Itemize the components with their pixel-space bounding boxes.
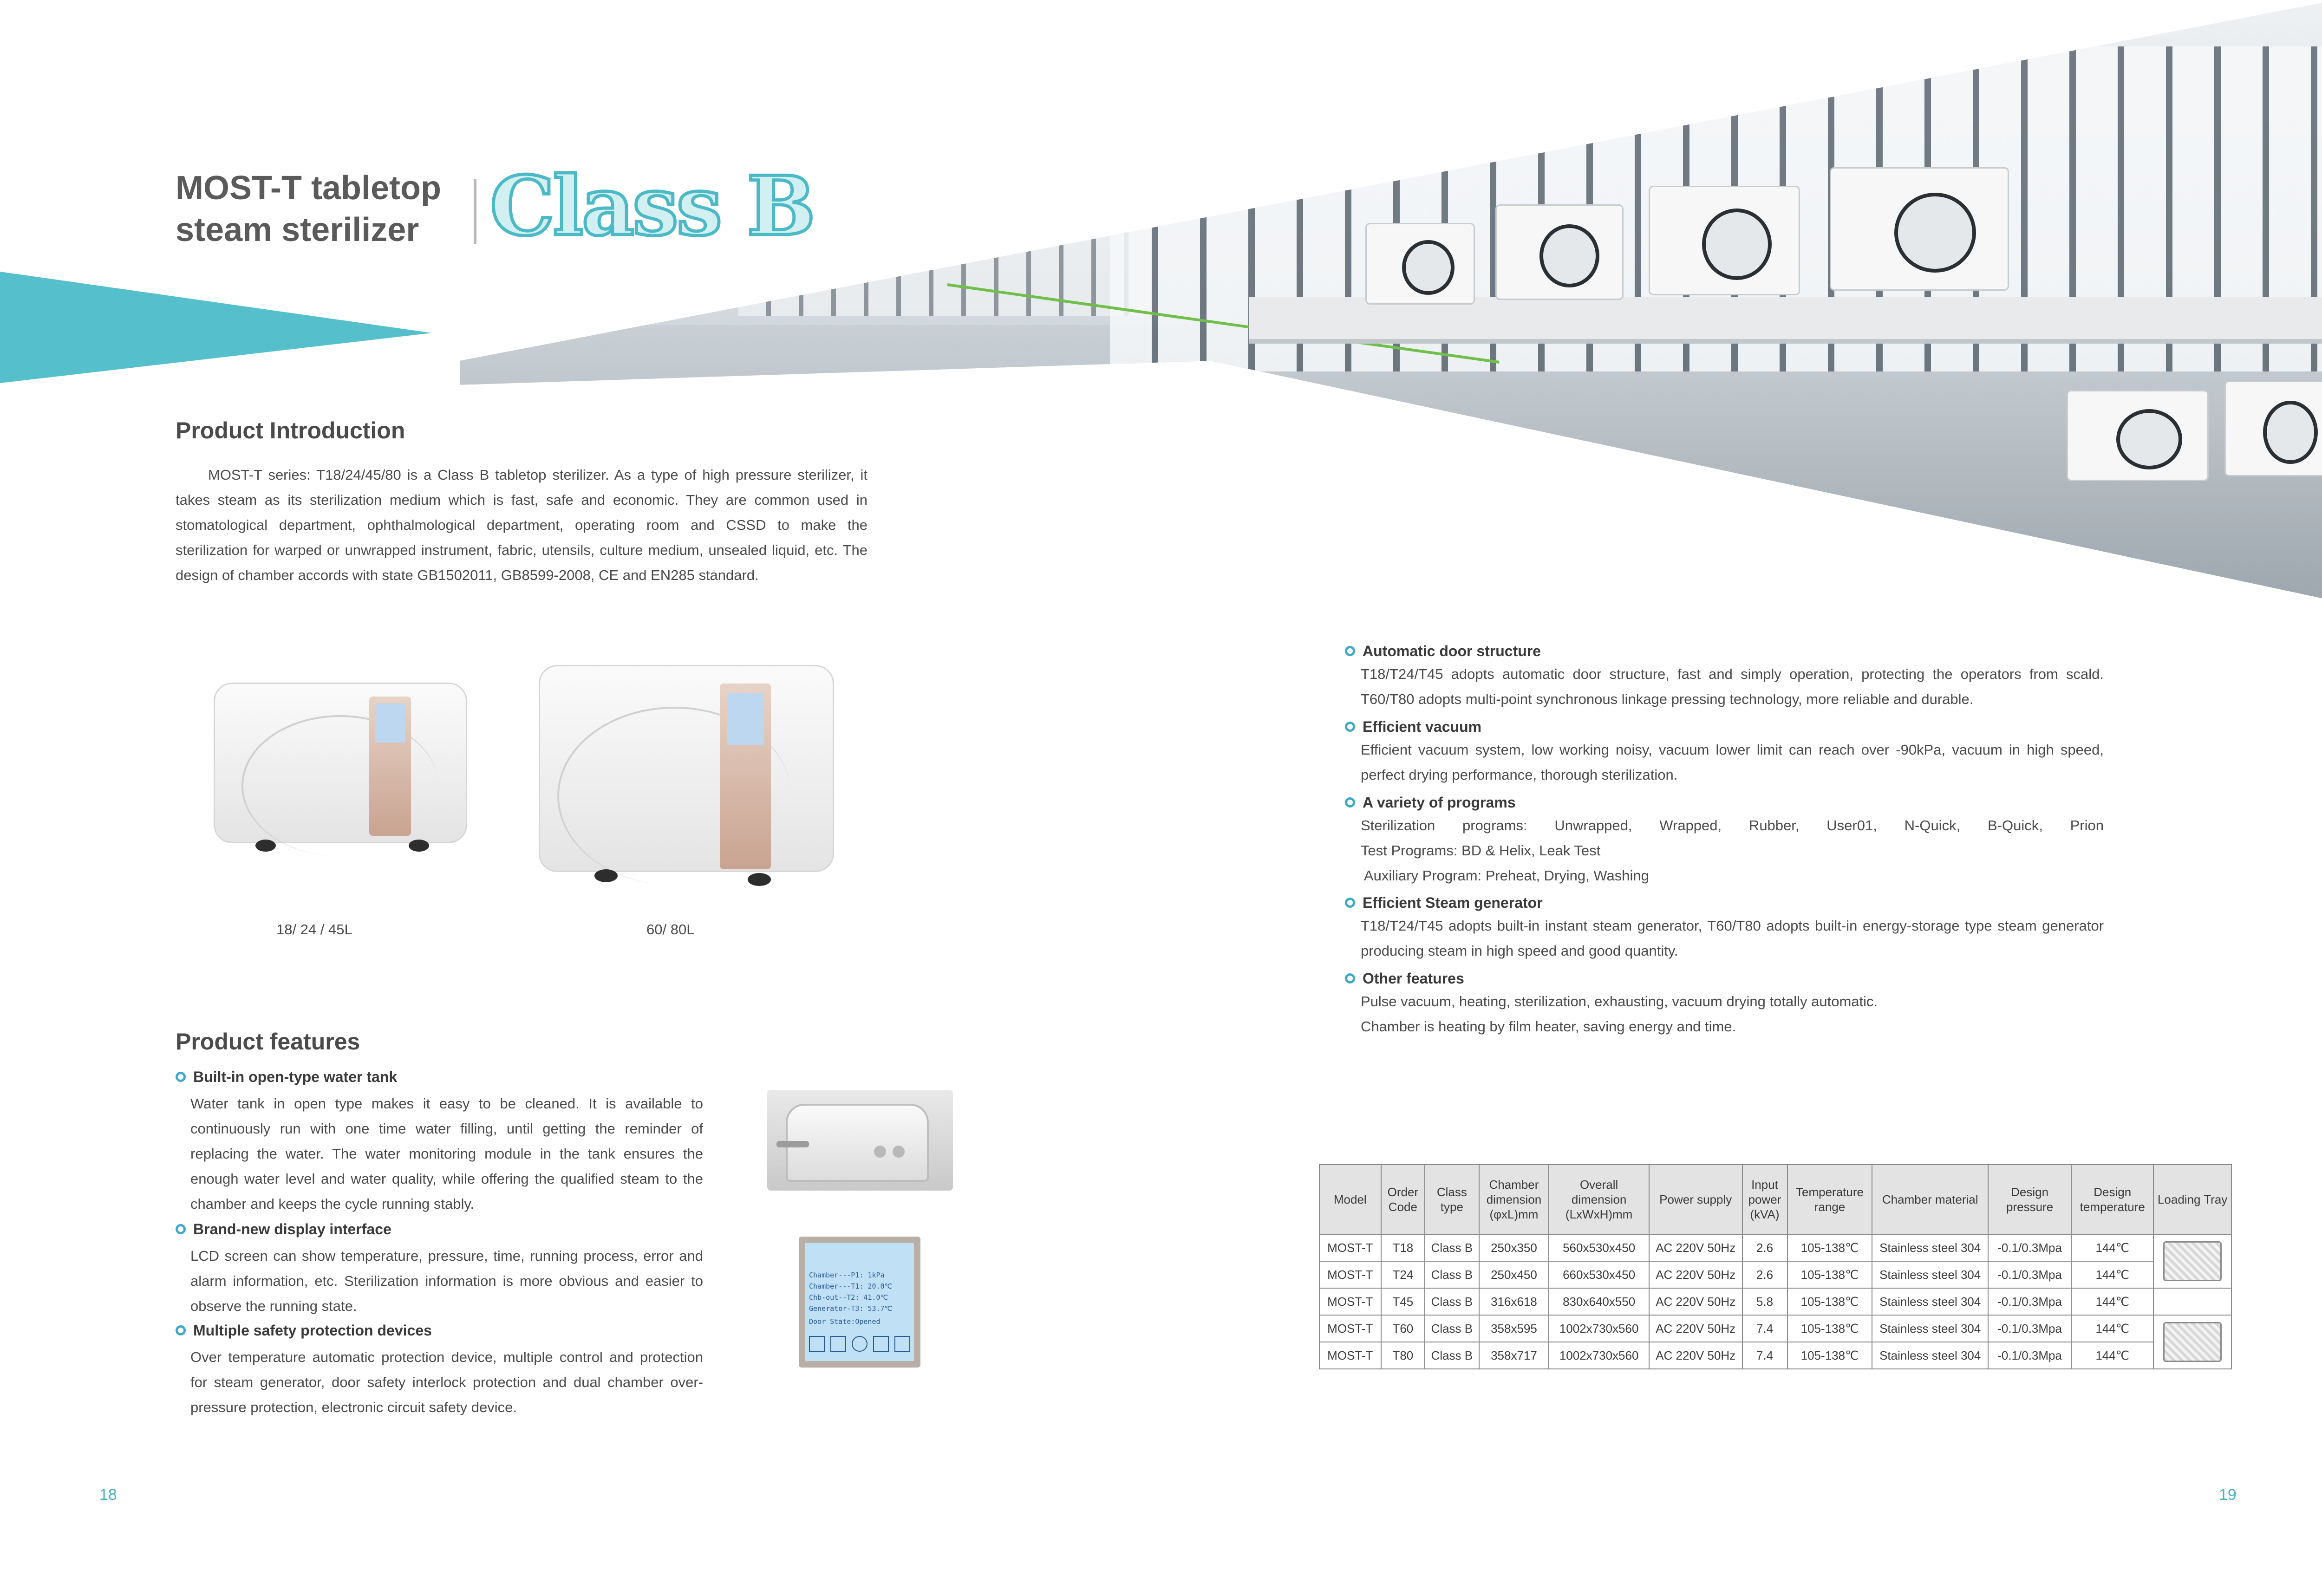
table-cell: 144℃ — [2071, 1315, 2153, 1342]
sterilizer-small-image — [214, 683, 464, 850]
right-feature-text: T18/T24/T45 adopts automatic door structure, fast and simply operation, protecting the operators from scald. T60/T80 adopts multi-point synchronous linkage pressing technology, more reliable and durable. — [1361, 666, 2104, 707]
table-cell: 660x530x450 — [1549, 1261, 1649, 1288]
bullet-icon — [1345, 646, 1355, 656]
table-row — [1319, 1288, 2231, 1315]
table-row — [1319, 1234, 2231, 1261]
table-cell: AC 220V 50Hz — [1649, 1234, 1742, 1261]
table-cell: T45 — [1381, 1288, 1425, 1315]
table-cell: T18 — [1381, 1234, 1425, 1261]
right-feature-text: T18/T24/T45 adopts built-in instant steam generator, T60/T80 adopts built-in energy-storage type steam generator producing steam in high speed and good quantity. — [1361, 918, 2104, 959]
spec-table — [1319, 1164, 2232, 1369]
table-cell: -0.1/0.3Mpa — [1988, 1261, 2071, 1288]
table-cell: 250x350 — [1479, 1234, 1549, 1261]
right-feature-text: Efficient vacuum system, low working noisy, vacuum lower limit can reach over -90kPa, vacuum in high speed, perfect drying performance, thorough sterilization. — [1361, 742, 2104, 783]
table-cell: Class B — [1425, 1288, 1479, 1315]
bullet-icon — [1345, 797, 1355, 808]
page-title — [176, 167, 441, 251]
table-cell: Class B — [1425, 1342, 1479, 1369]
bullet-icon — [176, 1224, 186, 1234]
lcd-settings-icon — [852, 1336, 867, 1352]
right-feature-title: Efficient Steam generator — [1345, 894, 2104, 912]
table-cell: -0.1/0.3Mpa — [1988, 1234, 2071, 1261]
table-cell: Class B — [1425, 1234, 1479, 1261]
caption-small-model: 18/ 24 / 45L — [276, 921, 352, 938]
feature-title-water-tank: Built-in open-type water tank — [176, 1068, 397, 1086]
lcd-line: Generator-T3: 53.7℃ — [809, 1304, 893, 1313]
table-cell: MOST-T — [1319, 1315, 1381, 1342]
loading-tray-empty-cell — [2153, 1288, 2231, 1315]
title-divider — [474, 179, 476, 244]
table-cell: 144℃ — [2071, 1261, 2153, 1288]
sterilizer-large-image — [539, 665, 836, 888]
header-design-temperature: Design temperature — [2071, 1165, 2153, 1234]
table-cell: Stainless steel 304 — [1872, 1261, 1988, 1288]
right-feature-title: A variety of programs — [1345, 794, 2104, 811]
right-feature-title: Automatic door structure — [1345, 643, 2104, 660]
right-feature-text: Pulse vacuum, heating, sterilization, exhausting, vacuum drying totally automatic. — [1361, 993, 1878, 1010]
caption-large-model: 60/ 80L — [646, 921, 695, 938]
table-cell: T60 — [1381, 1315, 1425, 1342]
lcd-line: Chb-out--T2: 41.0℃ — [809, 1293, 888, 1302]
table-cell: 105-138℃ — [1787, 1288, 1872, 1315]
table-cell: MOST-T — [1319, 1288, 1381, 1315]
table-cell: AC 220V 50Hz — [1649, 1261, 1742, 1288]
feature-title-safety: Multiple safety protection devices — [176, 1322, 432, 1339]
table-row — [1319, 1342, 2231, 1369]
table-cell: Stainless steel 304 — [1872, 1342, 1988, 1369]
intro-text: MOST-T series: T18/24/45/80 is a Class B tabletop sterilizer. As a type of high pressure sterilizer, it takes steam as its sterilization medium which is fast, safe and economic. They are common used in stomatological department, ophthalmological department, operating room and CSSD to make the sterilization for warped or unwrapped instrument, fabric, utensils, culture medium, unsealed liquid, etc. The design of chamber accords with state GB1502011, GB8599-2008, CE and EN285 standard. — [176, 467, 867, 583]
bullet-icon — [176, 1072, 186, 1082]
header-overall-dimension: Overall dimension (LxWxH)mm — [1549, 1165, 1649, 1234]
right-feature-other — [1361, 970, 2104, 1039]
table-cell: 144℃ — [2071, 1288, 2153, 1315]
table-cell: -0.1/0.3Mpa — [1988, 1342, 2071, 1369]
table-row — [1319, 1261, 2231, 1288]
table-cell: 560x530x450 — [1549, 1234, 1649, 1261]
header-design-pressure: Design pressure — [1988, 1165, 2071, 1234]
intro-heading: Product Introduction — [176, 417, 405, 443]
page-number-left: 18 — [99, 1486, 117, 1504]
table-cell: 2.6 — [1742, 1261, 1787, 1288]
lcd-line: Chamber---T1: 20.0℃ — [809, 1282, 893, 1290]
features-heading: Product features — [176, 1029, 360, 1055]
header-temperature-range: Temperature range — [1787, 1165, 1872, 1234]
decorative-teal-triangle — [0, 272, 432, 383]
feature-body-water-tank: Water tank in open type makes it easy to be cleaned. It is available to continuously run with one time water filling, until getting the reminder of replacing the water. The water monitoring module in the tank ensures the enough water level and water quality, while offering the qualified steam to the chamber and keeps the cycle running stably. — [190, 1095, 703, 1212]
table-cell: -0.1/0.3Mpa — [1988, 1288, 2071, 1315]
table-cell: 105-138℃ — [1787, 1261, 1872, 1288]
lcd-line: Chamber---P1: 1kPa — [809, 1271, 885, 1279]
spec-table-header-row — [1319, 1165, 2231, 1234]
right-feature-text: Chamber is heating by film heater, saving energy and time. — [1361, 1018, 1736, 1035]
table-cell: 7.4 — [1742, 1315, 1787, 1342]
feature-title-display: Brand-new display interface — [176, 1221, 391, 1238]
right-feature-text: Auxiliary Program: Preheat, Drying, Washing — [1361, 867, 1649, 884]
page-number-right: 19 — [2219, 1486, 2237, 1504]
title-line-1: MOST-T tabletop — [176, 169, 441, 207]
table-cell: 250x450 — [1479, 1261, 1549, 1288]
table-cell: 358x717 — [1479, 1342, 1549, 1369]
table-cell: AC 220V 50Hz — [1649, 1315, 1742, 1342]
bullet-icon — [1345, 722, 1355, 732]
table-cell: MOST-T — [1319, 1342, 1381, 1369]
table-cell: 105-138℃ — [1787, 1234, 1872, 1261]
table-cell: 1002x730x560 — [1549, 1315, 1649, 1342]
header-loading-tray: Loading Tray — [2153, 1165, 2231, 1234]
table-cell: -0.1/0.3Mpa — [1988, 1315, 2071, 1342]
right-feature-door — [1361, 643, 2104, 712]
right-feature-text: Sterilization programs: Unwrapped, Wrapped, Rubber, User01, N-Quick, B-Quick, Prion — [1361, 817, 2104, 834]
lcd-display-image — [799, 1237, 920, 1368]
feature-body-display: LCD screen can show temperature, pressure, time, running process, error and alarm information, etc. Sterilization information is more obvious and easier to observe the running state. — [190, 1248, 703, 1314]
table-cell: 144℃ — [2071, 1342, 2153, 1369]
right-feature-programs — [1361, 794, 2104, 888]
table-cell: T80 — [1381, 1342, 1425, 1369]
table-cell: 358x595 — [1479, 1315, 1549, 1342]
table-cell: 2.6 — [1742, 1234, 1787, 1261]
loading-tray-image-large — [2153, 1315, 2231, 1369]
right-feature-steam-generator — [1361, 894, 2104, 964]
right-feature-title: Other features — [1345, 970, 2104, 987]
lcd-line: Door State:Opened — [809, 1317, 881, 1326]
feature-body-safety: Over temperature automatic protection device, multiple control and protection for steam generator, door safety interlock protection and dual chamber over-pressure protection, electronic circuit safety device. — [190, 1349, 703, 1415]
header-model: Model — [1319, 1165, 1381, 1234]
title-line-2: steam sterilizer — [176, 211, 419, 248]
table-cell: 830x640x550 — [1549, 1288, 1649, 1315]
header-order-code: Order Code — [1381, 1165, 1425, 1234]
table-cell: 316x618 — [1479, 1288, 1549, 1315]
table-cell: Stainless steel 304 — [1872, 1315, 1988, 1342]
bullet-icon — [176, 1325, 186, 1335]
bullet-icon — [1345, 973, 1355, 984]
table-cell: MOST-T — [1319, 1234, 1381, 1261]
table-cell: 105-138℃ — [1787, 1315, 1872, 1342]
table-cell: AC 220V 50Hz — [1649, 1288, 1742, 1315]
header-chamber-dimension: Chamber dimension (φxL)mm — [1479, 1165, 1549, 1234]
table-cell: 1002x730x560 — [1549, 1342, 1649, 1369]
header-chamber-material: Chamber material — [1872, 1165, 1988, 1234]
table-cell: 105-138℃ — [1787, 1342, 1872, 1369]
table-cell: 144℃ — [2071, 1234, 2153, 1261]
lcd-alarm-icon — [894, 1336, 910, 1352]
intro-body — [176, 463, 867, 588]
table-cell: Stainless steel 304 — [1872, 1234, 1988, 1261]
table-cell: T24 — [1381, 1261, 1425, 1288]
table-cell: Class B — [1425, 1261, 1479, 1288]
header-class-type: Class type — [1425, 1165, 1479, 1234]
table-cell: Stainless steel 304 — [1872, 1288, 1988, 1315]
table-cell: MOST-T — [1319, 1261, 1381, 1288]
lcd-grid-icon — [809, 1336, 825, 1352]
water-tank-image — [767, 1090, 953, 1191]
table-cell: Class B — [1425, 1315, 1479, 1342]
lcd-chart-icon — [830, 1336, 846, 1352]
header-input-power: Input power (kVA) — [1742, 1165, 1787, 1234]
right-feature-title: Efficient vacuum — [1345, 718, 2104, 736]
table-row — [1319, 1315, 2231, 1342]
right-feature-vacuum — [1361, 718, 2104, 788]
lcd-tools-icon — [873, 1336, 889, 1352]
header-power-supply: Power supply — [1649, 1165, 1742, 1234]
bullet-icon — [1345, 898, 1355, 908]
table-cell: 5.8 — [1742, 1288, 1787, 1315]
table-cell: AC 220V 50Hz — [1649, 1342, 1742, 1369]
right-feature-text: Test Programs: BD & Helix, Leak Test — [1361, 842, 1601, 859]
table-cell: 7.4 — [1742, 1342, 1787, 1369]
loading-tray-image-small — [2153, 1234, 2231, 1288]
class-b-logo: Class B — [490, 159, 814, 254]
